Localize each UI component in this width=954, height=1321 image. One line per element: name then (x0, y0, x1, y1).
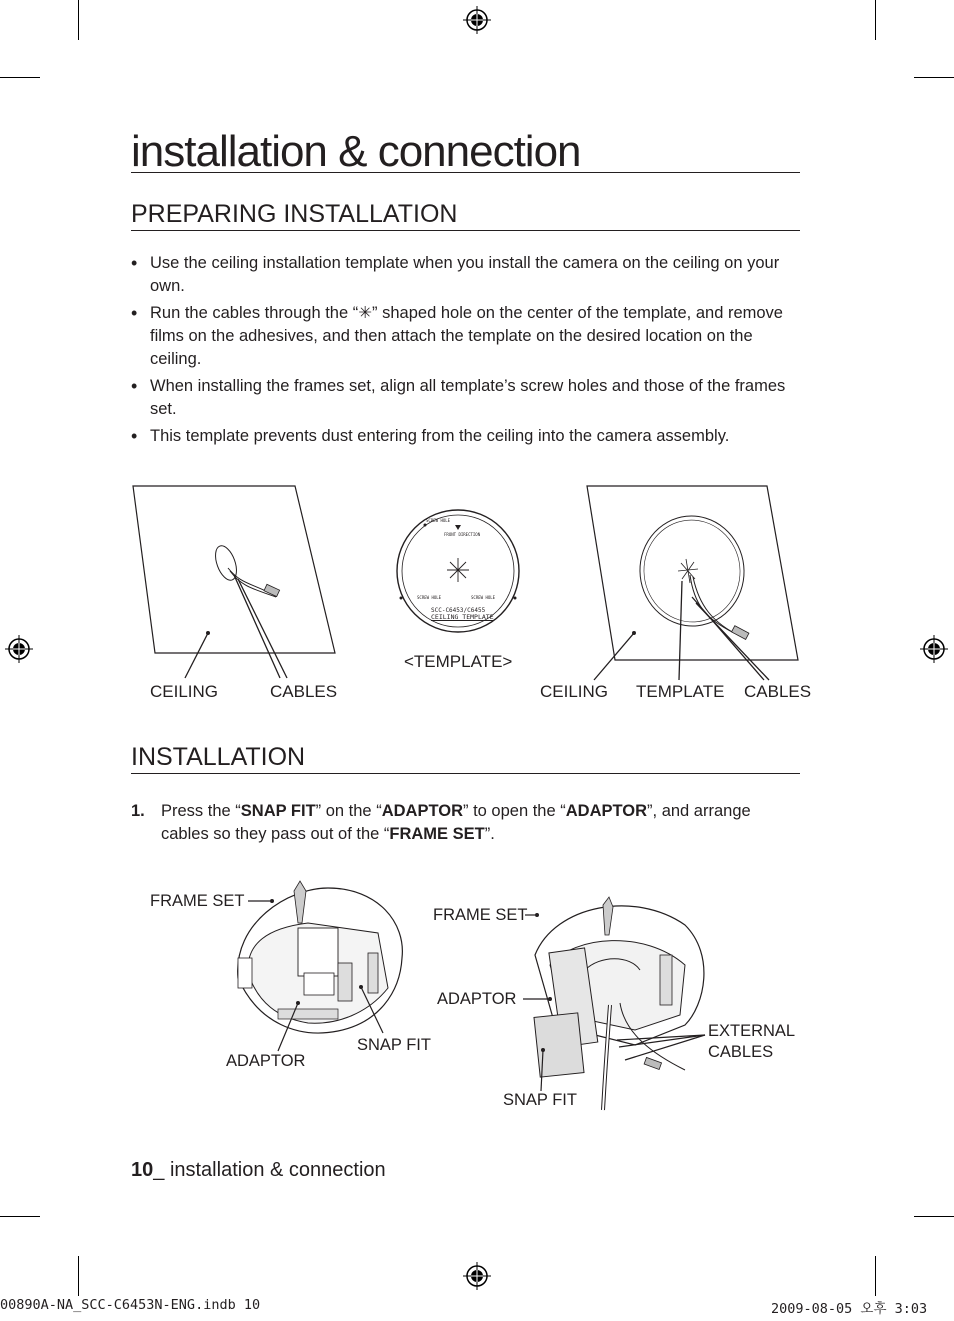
label-template: TEMPLATE (636, 682, 725, 701)
step-text (161, 800, 801, 846)
label-ceiling-right: CEILING (540, 682, 609, 701)
step-text-part: ”. (484, 825, 495, 843)
template-caption: <TEMPLATE> (404, 652, 513, 671)
registration-mark-icon (5, 635, 33, 663)
bullet-item: • When installing the frames set, align all template’s screw holes and those of the frames set. (131, 375, 801, 421)
label-cables-external: CABLES (708, 1043, 774, 1061)
step-bold-snap-fit: SNAP FIT (240, 802, 316, 820)
registration-mark-icon (463, 1262, 491, 1290)
page-number: 10 (131, 1159, 154, 1181)
template-label-model: SCC-C6453/C6455 (431, 607, 486, 614)
frame-set-open-illustration (515, 895, 715, 1115)
frame-set-closed-illustration (228, 883, 408, 1043)
step-bold-frame-set: FRAME SET (389, 825, 485, 843)
crop-mark (914, 77, 954, 78)
step-number: 1. (131, 802, 145, 820)
registration-mark-icon (920, 635, 948, 663)
page-footer (131, 1159, 386, 1182)
label-adaptor-left: ADAPTOR (226, 1052, 306, 1070)
crop-mark (78, 1256, 79, 1296)
step-text-part: ” on the “ (315, 802, 382, 820)
step-bold-adaptor: ADAPTOR (381, 802, 463, 820)
slug-date: 2009-08-05 오후 3:03 (771, 1301, 928, 1317)
crop-mark (875, 1256, 876, 1296)
template-label-screw-hole-left: SCREW HOLE (417, 595, 442, 600)
section-heading-installation: INSTALLATION (131, 742, 800, 774)
ceiling-cables-illustration (130, 483, 340, 658)
step-bold-adaptor: ADAPTOR (565, 802, 648, 820)
template-label-name: CEILING TEMPLATE (431, 613, 494, 621)
crop-mark (914, 1216, 954, 1217)
crop-mark (875, 0, 876, 40)
crop-mark (78, 0, 79, 40)
label-frame-set-right: FRAME SET (433, 906, 528, 924)
label-cables-right: CABLES (744, 682, 812, 701)
footer-separator: _ (153, 1159, 170, 1181)
template-label-screw-hole-right: SCREW HOLE (471, 595, 496, 600)
label-frame-set-left: FRAME SET (150, 892, 245, 910)
bullet-item: • Use the ceiling installation template when you install the camera on the ceiling on your own. (131, 252, 801, 298)
crop-mark (0, 1216, 40, 1217)
step-text-part: ”, and arrange cables so they pass out of the “ (161, 802, 751, 843)
crop-mark (0, 77, 40, 78)
template-label-front-direction: FRONT DIRECTION (444, 532, 481, 537)
bullet-item: • Run the cables through the “✳” shaped hole on the center of the template, and remove films on the adhesives, and then attach the template on the desired location on the ceiling. (131, 302, 801, 371)
ceiling-template-cables-illustration (584, 483, 804, 663)
slug-file-info: 00890A-NA_SCC-C6453N-ENG.indb 10 (0, 1297, 261, 1313)
template-label-screw-hole-top: SCREW HOLE (426, 518, 451, 523)
footer-title: installation & connection (169, 1159, 386, 1181)
label-external: EXTERNAL (708, 1022, 796, 1040)
bullet-item: • This template prevents dust entering from the ceiling into the camera assembly. (131, 425, 801, 448)
label-snap-fit-right: SNAP FIT (503, 1091, 577, 1109)
chapter-title: installation & connection (131, 128, 800, 173)
bullet-list (131, 252, 801, 452)
label-snap-fit-left: SNAP FIT (357, 1036, 431, 1054)
section-heading-preparing: PREPARING INSTALLATION (131, 199, 800, 231)
step-text-part: ” to open the “ (463, 802, 566, 820)
label-cables: CABLES (270, 682, 338, 701)
step-text-part: Press the “ (161, 802, 241, 820)
label-adaptor-right: ADAPTOR (437, 990, 517, 1008)
registration-mark-icon (463, 6, 491, 34)
label-ceiling: CEILING (150, 682, 219, 701)
